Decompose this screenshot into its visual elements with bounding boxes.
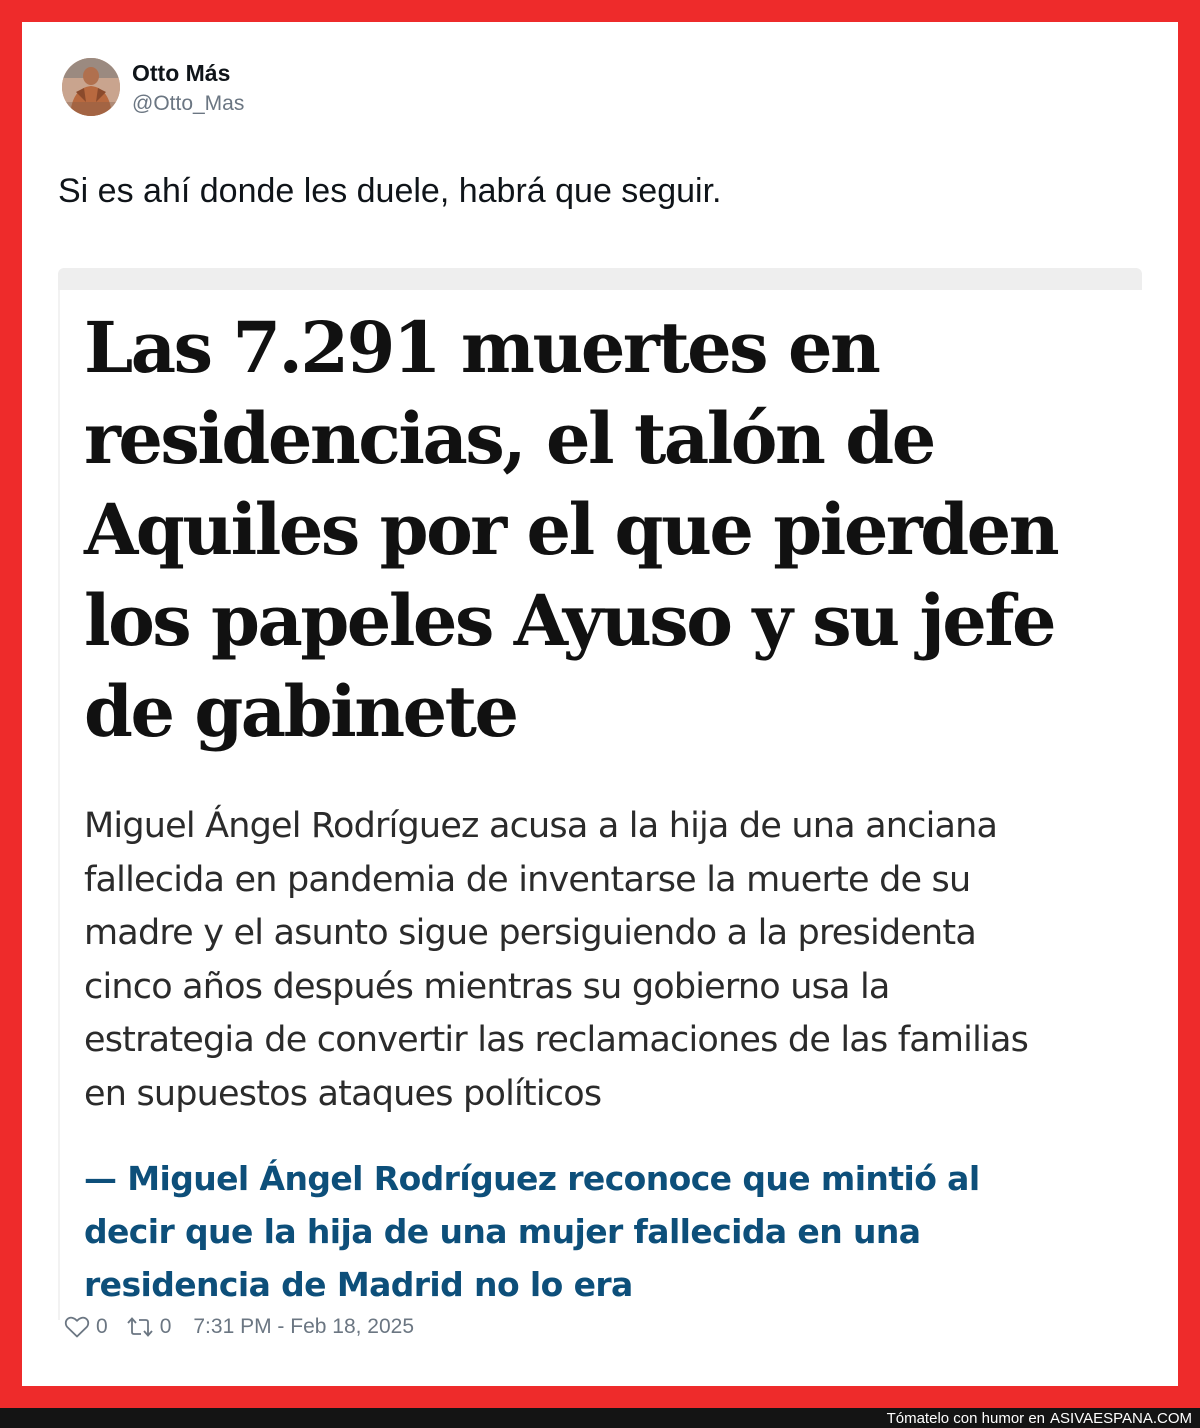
headline-line: Las 7.291 muertes en (84, 306, 879, 389)
headline-line: Aquiles por el que pierden (84, 488, 1058, 571)
watermark-site-link[interactable]: ASIVAESPANA.COM (1050, 1409, 1192, 1427)
headline-line: los papeles Ayuso y su jefe (84, 579, 1054, 662)
article-card-top-bar (58, 268, 1142, 290)
retweet-count: 0 (159, 1315, 172, 1338)
related-line: — Miguel Ángel Rodríguez reconoce que mintió al (84, 1159, 980, 1198)
summary-line: madre y el asunto sigue persiguiendo a la presidenta (84, 913, 976, 953)
watermark-tagline: Tómatelo con humor en (886, 1409, 1046, 1427)
retweet-button[interactable] (126, 1315, 172, 1339)
summary-line: fallecida en pandemia de inventarse la muerte de su (84, 859, 971, 900)
article-card-border (58, 290, 60, 1320)
article-headline (84, 302, 1144, 757)
related-line: decir que la hija de una mujer fallecida en una (84, 1212, 921, 1251)
red-frame (8, 8, 1192, 1400)
tweet-footer (64, 1310, 414, 1344)
tweet-card (22, 22, 1178, 1386)
heart-icon (64, 1315, 90, 1339)
summary-line: cinco años después mientras su gobierno usa la (84, 966, 890, 1007)
like-count: 0 (96, 1315, 108, 1338)
article-summary (84, 800, 1144, 1121)
author-name[interactable]: Otto Más (132, 60, 231, 86)
headline-line: de gabinete (84, 670, 517, 753)
summary-line: Miguel Ángel Rodríguez acusa a la hija de una anciana (84, 806, 998, 846)
tweet-text: Si es ahí donde les duele, habrá que seguir. (58, 172, 722, 210)
avatar-image (62, 58, 120, 116)
author-handle[interactable]: @Otto_Mas (132, 92, 245, 115)
summary-line: en supuestos ataques políticos (84, 1073, 602, 1114)
retweet-icon (126, 1315, 154, 1339)
related-line: residencia de Madrid no lo era (84, 1265, 633, 1304)
watermark-bar (0, 1408, 1200, 1428)
summary-line: estrategia de convertir las reclamaciones de las familias (84, 1020, 1029, 1060)
tweet-timestamp[interactable]: 7:31 PM - Feb 18, 2025 (193, 1315, 415, 1338)
avatar[interactable] (62, 58, 120, 116)
headline-line: residencias, el talón de (84, 397, 934, 480)
like-button[interactable] (64, 1315, 108, 1339)
related-article-link[interactable] (84, 1152, 1144, 1311)
